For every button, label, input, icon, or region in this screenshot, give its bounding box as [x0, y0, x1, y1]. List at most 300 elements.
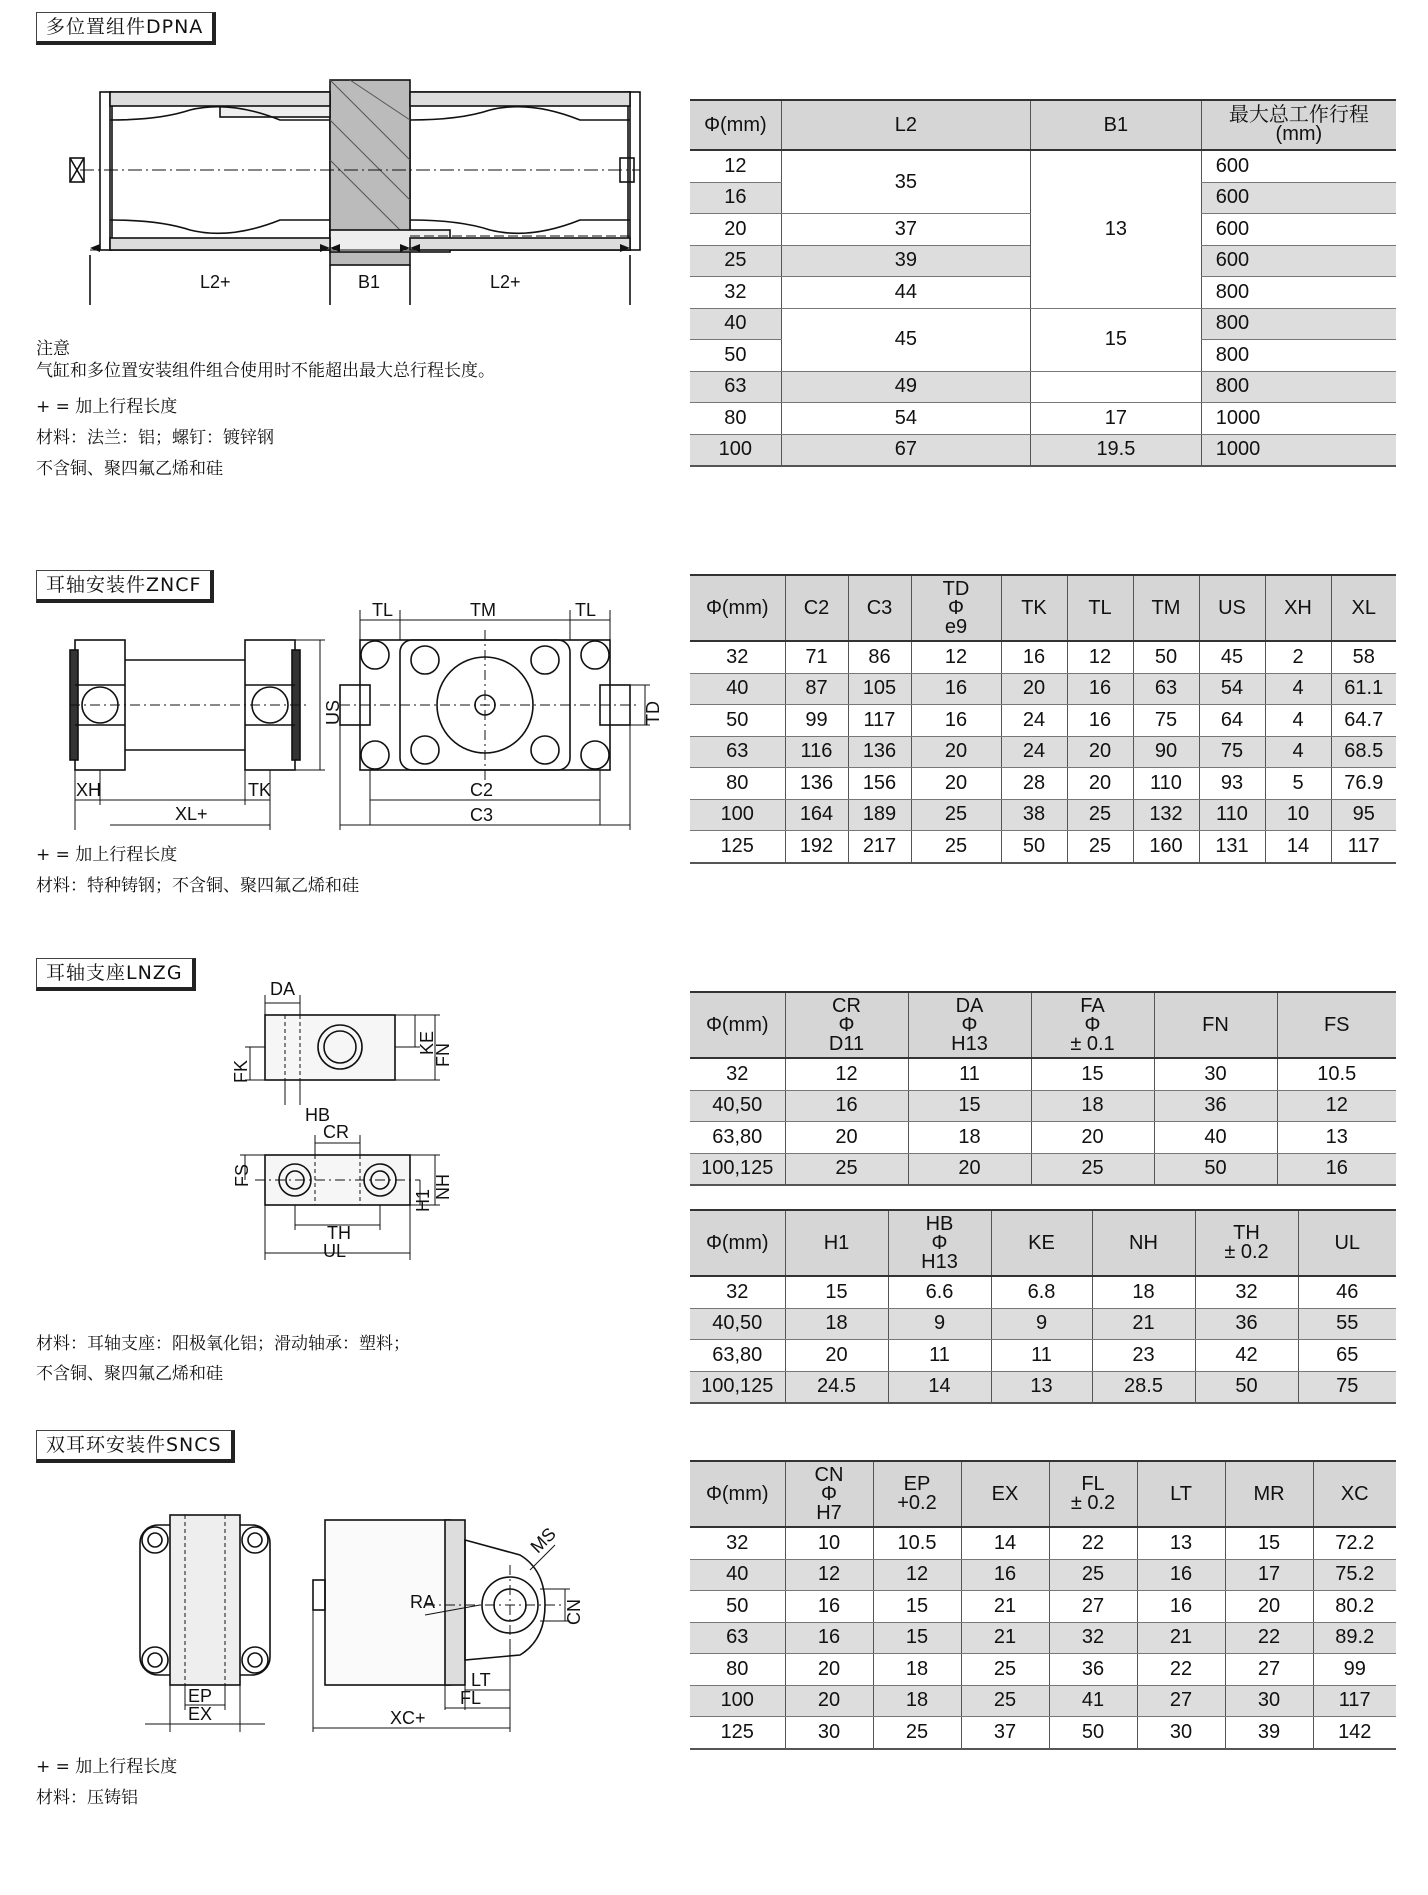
lnzg-dim-h1: H1 — [413, 1188, 433, 1212]
table-cell: 64 — [1199, 705, 1265, 737]
table-cell: 95 — [1331, 799, 1396, 831]
table-cell: 54 — [781, 403, 1030, 435]
table-cell: 18 — [873, 1654, 961, 1686]
table-cell: 16 — [690, 182, 781, 214]
table-cell: 1000 — [1201, 403, 1396, 435]
table-header: LT — [1137, 1461, 1225, 1527]
table-header-line: DA — [955, 994, 984, 1017]
table-cell: 50 — [1133, 641, 1199, 673]
table-header-line: EP — [903, 1473, 931, 1495]
table-cell: 9 — [991, 1308, 1092, 1340]
table-cell: 23 — [1092, 1340, 1195, 1372]
table-cell: 21 — [1092, 1308, 1195, 1340]
table-cell: 192 — [785, 831, 848, 863]
table-cell: 45 — [781, 308, 1030, 371]
table-cell: 99 — [785, 705, 848, 737]
table-header — [911, 575, 1001, 641]
table-cell: 100 — [690, 434, 781, 466]
table-header: KE — [991, 1210, 1092, 1276]
table-cell: 67 — [781, 434, 1030, 466]
table-row — [690, 705, 1396, 737]
table-cell: 25 — [961, 1654, 1049, 1686]
table-cell: 80 — [690, 403, 781, 435]
table-cell: 20 — [690, 214, 781, 246]
table-header-line: FA — [1080, 994, 1105, 1017]
table-cell: 12 — [785, 1559, 873, 1591]
table-cell: 100 — [690, 1685, 785, 1717]
table-cell: 9 — [888, 1308, 991, 1340]
table-cell: 21 — [1137, 1622, 1225, 1654]
table-header-line: CR — [832, 994, 861, 1017]
table-cell: 25 — [690, 245, 781, 277]
zncf-title: 耳轴安装件ZNCF — [36, 570, 214, 603]
table-cell: 110 — [1199, 799, 1265, 831]
lnzg-table-1 — [690, 991, 1396, 1186]
zncf-note-0: + = 加上行程长度 — [36, 845, 178, 865]
table-cell: 20 — [1067, 736, 1133, 768]
table-cell: 25 — [911, 831, 1001, 863]
table-cell: 4 — [1265, 673, 1331, 705]
sncs-dim-ra: RA — [410, 1592, 436, 1612]
table-row — [690, 1654, 1396, 1686]
table-cell: 20 — [785, 1340, 888, 1372]
table-header-line: H7 — [816, 1501, 842, 1524]
table-cell: 50 — [1001, 831, 1067, 863]
table-cell: 24 — [1001, 736, 1067, 768]
table-cell: 16 — [1067, 705, 1133, 737]
table-header-line: D11 — [828, 1032, 865, 1055]
table-cell: 800 — [1201, 277, 1396, 309]
table-cell: 16 — [785, 1090, 908, 1122]
table-cell: 28.5 — [1092, 1371, 1195, 1403]
table-cell: 100,125 — [690, 1153, 785, 1185]
table-cell: 131 — [1199, 831, 1265, 863]
table-cell: 18 — [1031, 1090, 1154, 1122]
table-cell: 24 — [1001, 705, 1067, 737]
table-cell: 40 — [690, 673, 785, 705]
sncs-dim-lt: LT — [471, 1670, 491, 1690]
dpna-header-b1: B1 — [1031, 100, 1202, 150]
table-cell: 25 — [911, 799, 1001, 831]
table-header: C3 — [848, 575, 911, 641]
zncf-table — [690, 574, 1396, 864]
table-cell: 63,80 — [690, 1122, 785, 1154]
table-cell: 12 — [911, 641, 1001, 673]
table-header-line: Φ — [948, 596, 964, 619]
lnzg-dim-nh: NH — [433, 1174, 453, 1200]
table-cell: 27 — [1137, 1685, 1225, 1717]
dpna-dim-l2a: L2+ — [200, 272, 231, 292]
table-cell: 18 — [1092, 1276, 1195, 1308]
table-header-line: TD — [942, 577, 970, 600]
table-cell: 55 — [1298, 1308, 1396, 1340]
table-cell: 14 — [888, 1371, 991, 1403]
table-cell: 32 — [1049, 1622, 1137, 1654]
table-cell: 25 — [1031, 1153, 1154, 1185]
table-header: TK — [1001, 575, 1067, 641]
table-cell: 15 — [1225, 1527, 1313, 1559]
table-row — [690, 831, 1396, 863]
table-cell: 30 — [1137, 1717, 1225, 1749]
table-cell: 30 — [785, 1717, 873, 1749]
table-cell: 25 — [1067, 799, 1133, 831]
table-row — [690, 1308, 1396, 1340]
table-header-line: Φ — [961, 1013, 978, 1036]
zncf-dim-xl: XL+ — [175, 804, 208, 824]
zncf-dim-td: TD — [643, 701, 663, 725]
table-cell: 800 — [1201, 308, 1396, 340]
table-cell: 5 — [1265, 768, 1331, 800]
table-cell: 2 — [1265, 641, 1331, 673]
table-cell: 12 — [873, 1559, 961, 1591]
table-cell: 86 — [848, 641, 911, 673]
table-cell: 75.2 — [1313, 1559, 1396, 1591]
table-cell: 18 — [908, 1122, 1031, 1154]
table-header-line: ± 0.2 — [1070, 1492, 1116, 1514]
table-cell: 117 — [1313, 1685, 1396, 1717]
table-header: Φ(mm) — [690, 992, 785, 1058]
table-cell: 32 — [690, 1527, 785, 1559]
table-header: XC — [1313, 1461, 1396, 1527]
sncs-dim-ex: EX — [188, 1704, 213, 1724]
table-cell: 20 — [785, 1685, 873, 1717]
table-cell: 10 — [785, 1527, 873, 1559]
table-cell: 20 — [911, 768, 1001, 800]
table-cell: 16 — [1067, 673, 1133, 705]
table-cell: 32 — [690, 1276, 785, 1308]
lnzg-table-2 — [690, 1209, 1396, 1404]
table-cell: 16 — [785, 1622, 873, 1654]
table-cell: 42 — [1195, 1340, 1298, 1372]
table-header-line: TH — [1233, 1222, 1260, 1244]
table-row — [690, 1276, 1396, 1308]
dpna-header-stroke: 最大总工作行程(mm) — [1201, 100, 1396, 150]
table-header — [1031, 992, 1154, 1058]
zncf-drawing — [70, 600, 663, 830]
table-cell: 110 — [1133, 768, 1199, 800]
zncf-dim-c3: C3 — [470, 805, 494, 825]
table-cell: 64.7 — [1331, 705, 1396, 737]
table-cell: 22 — [1137, 1654, 1225, 1686]
table-cell: 15 — [1031, 308, 1202, 371]
table-header-line: Φ — [821, 1482, 837, 1505]
table-header-line: H13 — [921, 1250, 958, 1273]
table-cell: 75 — [1199, 736, 1265, 768]
table-cell: 40,50 — [690, 1308, 785, 1340]
table-row — [690, 641, 1396, 673]
table-cell: 600 — [1201, 150, 1396, 182]
table-cell: 600 — [1201, 214, 1396, 246]
table-row — [690, 1591, 1396, 1623]
table-cell: 16 — [961, 1559, 1049, 1591]
table-cell: 68.5 — [1331, 736, 1396, 768]
table-cell: 11 — [888, 1340, 991, 1372]
table-cell: 15 — [873, 1591, 961, 1623]
table-cell: 25 — [873, 1717, 961, 1749]
table-cell: 11 — [908, 1058, 1031, 1090]
dpna-notes — [36, 338, 495, 485]
table-cell: 24.5 — [785, 1371, 888, 1403]
table-header — [873, 1461, 961, 1527]
table-cell: 20 — [785, 1122, 908, 1154]
table-cell: 40,50 — [690, 1090, 785, 1122]
table-cell: 36 — [1195, 1308, 1298, 1340]
table-cell: 54 — [1199, 673, 1265, 705]
table-cell: 28 — [1001, 768, 1067, 800]
table-cell: 116 — [785, 736, 848, 768]
table-cell: 46 — [1298, 1276, 1396, 1308]
table-cell: 125 — [690, 831, 785, 863]
table-cell: 105 — [848, 673, 911, 705]
table-cell: 136 — [785, 768, 848, 800]
table-cell: 75 — [1133, 705, 1199, 737]
lnzg-dim-ul: UL — [323, 1241, 347, 1261]
lnzg-note-1: 不含铜、聚四氟乙烯和硅 — [36, 1364, 223, 1384]
table-cell: 72.2 — [1313, 1527, 1396, 1559]
table-cell: 13 — [1137, 1527, 1225, 1559]
table-row — [690, 1090, 1396, 1122]
dpna-note-4: 不含铜、聚四氟乙烯和硅 — [36, 459, 223, 479]
table-header-line: FL — [1081, 1473, 1105, 1495]
dpna-header-l2: L2 — [781, 100, 1030, 150]
table-cell: 4 — [1265, 736, 1331, 768]
lnzg-dim-fn: FN — [433, 1043, 453, 1067]
sncs-dim-cn: CN — [564, 1599, 584, 1625]
table-header: Φ(mm) — [690, 1461, 785, 1527]
table-cell: 22 — [1049, 1527, 1137, 1559]
sncs-notes — [36, 1752, 177, 1814]
table-cell: 50 — [690, 340, 781, 372]
lnzg-drawing — [225, 975, 475, 1275]
table-cell: 93 — [1199, 768, 1265, 800]
table-cell: 63 — [690, 736, 785, 768]
table-cell: 30 — [1154, 1058, 1277, 1090]
table-cell: 25 — [1049, 1559, 1137, 1591]
table-cell: 10 — [1265, 799, 1331, 831]
table-cell: 89.2 — [1313, 1622, 1396, 1654]
zncf-dim-tl2: TL — [575, 600, 597, 620]
table-cell: 63 — [690, 1622, 785, 1654]
table-cell: 12 — [690, 150, 781, 182]
table-row — [690, 1340, 1396, 1372]
table-header: TM — [1133, 575, 1199, 641]
table-row — [690, 799, 1396, 831]
table-header: US — [1199, 575, 1265, 641]
table-cell: 50 — [690, 705, 785, 737]
table-header-line: ± 0.1 — [1070, 1032, 1115, 1055]
table-cell: 11 — [991, 1340, 1092, 1372]
dpna-note-0: 注意 — [36, 339, 70, 359]
sncs-dim-xc: XC+ — [390, 1708, 426, 1728]
table-cell: 25 — [1067, 831, 1133, 863]
table-cell: 20 — [908, 1153, 1031, 1185]
sncs-table — [690, 1460, 1396, 1750]
table-cell: 37 — [961, 1717, 1049, 1749]
table-cell: 39 — [781, 245, 1030, 277]
table-cell: 25 — [961, 1685, 1049, 1717]
table-header-line: +0.2 — [897, 1492, 937, 1514]
sncs-note-1: 材料：压铸铝 — [36, 1788, 138, 1808]
table-cell: 35 — [781, 150, 1030, 214]
table-header: MR — [1225, 1461, 1313, 1527]
sncs-dim-ms: MS — [526, 1523, 560, 1557]
table-cell: 800 — [1201, 371, 1396, 403]
table-header-line: ± 0.2 — [1224, 1241, 1269, 1263]
table-row — [690, 1058, 1396, 1090]
zncf-dim-tk: TK — [248, 780, 272, 800]
table-cell: 27 — [1225, 1654, 1313, 1686]
table-header — [785, 1461, 873, 1527]
table-cell: 65 — [1298, 1340, 1396, 1372]
table-cell: 1000 — [1201, 434, 1396, 466]
table-cell: 142 — [1313, 1717, 1396, 1749]
table-cell: 16 — [1137, 1559, 1225, 1591]
table-header-line: CN — [814, 1463, 844, 1486]
table-header: Φ(mm) — [690, 1210, 785, 1276]
table-cell: 44 — [781, 277, 1030, 309]
table-cell: 19.5 — [1031, 434, 1202, 466]
table-cell: 20 — [1031, 1122, 1154, 1154]
lnzg-notes — [36, 1332, 410, 1386]
table-cell: 117 — [1331, 831, 1396, 863]
table-cell: 32 — [690, 641, 785, 673]
table-cell: 600 — [1201, 182, 1396, 214]
table-cell: 132 — [1133, 799, 1199, 831]
dpna-title: 多位置组件DPNA — [36, 12, 216, 45]
zncf-dim-c2: C2 — [470, 780, 494, 800]
zncf-dim-xh: XH — [76, 780, 102, 800]
table-cell: 38 — [1001, 799, 1067, 831]
lnzg-dim-cr: CR — [323, 1122, 349, 1142]
table-cell: 21 — [961, 1622, 1049, 1654]
lnzg-note-0: 材料：耳轴支座：阳极氧化铝；滑动轴承：塑料； — [36, 1334, 410, 1354]
table-cell: 45 — [1199, 641, 1265, 673]
table-cell: 40 — [690, 1559, 785, 1591]
table-row — [690, 673, 1396, 705]
table-cell: 32 — [1195, 1276, 1298, 1308]
table-cell: 16 — [1137, 1591, 1225, 1623]
table-cell: 50 — [690, 1591, 785, 1623]
table-cell: 16 — [1277, 1153, 1396, 1185]
table-cell: 16 — [785, 1591, 873, 1623]
table-row — [690, 1685, 1396, 1717]
table-cell: 20 — [911, 736, 1001, 768]
zncf-dim-tm: TM — [470, 600, 496, 620]
table-header: NH — [1092, 1210, 1195, 1276]
table-cell: 15 — [1031, 1058, 1154, 1090]
table-cell: 10.5 — [1277, 1058, 1396, 1090]
table-header-line: HB — [925, 1212, 954, 1235]
dpna-header-d: Φ(mm) — [690, 100, 781, 150]
table-cell: 20 — [1001, 673, 1067, 705]
table-cell: 40 — [690, 308, 781, 340]
table-cell: 20 — [785, 1654, 873, 1686]
table-cell: 20 — [1067, 768, 1133, 800]
sncs-note-0: + = 加上行程长度 — [36, 1757, 178, 1777]
table-cell: 18 — [785, 1308, 888, 1340]
table-cell: 61.1 — [1331, 673, 1396, 705]
table-cell: 36 — [1154, 1090, 1277, 1122]
table-cell: 4 — [1265, 705, 1331, 737]
table-cell: 16 — [911, 705, 1001, 737]
sncs-dim-fl: FL — [460, 1688, 482, 1708]
table-cell: 16 — [1001, 641, 1067, 673]
table-cell: 63 — [1133, 673, 1199, 705]
table-cell: 100,125 — [690, 1371, 785, 1403]
table-cell: 164 — [785, 799, 848, 831]
table-cell: 58 — [1331, 641, 1396, 673]
lnzg-dim-th: TH — [327, 1223, 351, 1243]
table-cell: 14 — [1265, 831, 1331, 863]
table-row — [690, 1122, 1396, 1154]
table-row — [690, 1527, 1396, 1559]
table-header: Φ(mm) — [690, 575, 785, 641]
table-header: H1 — [785, 1210, 888, 1276]
table-cell: 21 — [961, 1591, 1049, 1623]
table-cell: 80 — [690, 1654, 785, 1686]
dpna-dim-l2b: L2+ — [490, 272, 521, 292]
table-cell: 15 — [908, 1090, 1031, 1122]
table-cell: 80 — [690, 768, 785, 800]
table-cell: 17 — [1225, 1559, 1313, 1591]
table-header: UL — [1298, 1210, 1396, 1276]
table-header: C2 — [785, 575, 848, 641]
table-cell: 160 — [1133, 831, 1199, 863]
table-cell: 13 — [991, 1371, 1092, 1403]
dpna-dim-b1: B1 — [358, 272, 381, 292]
table-cell: 13 — [1031, 150, 1202, 308]
table-cell: 18 — [873, 1685, 961, 1717]
table-header — [1049, 1461, 1137, 1527]
table-cell: 125 — [690, 1717, 785, 1749]
table-row — [690, 736, 1396, 768]
table-cell: 40 — [1154, 1122, 1277, 1154]
dpna-note-2: + = 加上行程长度 — [36, 397, 178, 417]
table-cell: 10.5 — [873, 1527, 961, 1559]
lnzg-dim-fk: FK — [231, 1059, 251, 1083]
dpna-drawing — [80, 80, 640, 305]
table-cell: 16 — [911, 673, 1001, 705]
table-header-line: e9 — [944, 615, 968, 638]
lnzg-dim-hb: HB — [305, 1105, 331, 1125]
table-cell: 50 — [1154, 1153, 1277, 1185]
zncf-notes — [36, 840, 359, 902]
table-header: XH — [1265, 575, 1331, 641]
dpna-table — [690, 99, 1396, 467]
table-header-line: Φ — [1084, 1013, 1101, 1036]
table-cell: 39 — [1225, 1717, 1313, 1749]
table-header: FN — [1154, 992, 1277, 1058]
lnzg-dim-da: DA — [270, 979, 296, 999]
table-header: TL — [1067, 575, 1133, 641]
zncf-note-1: 材料：特种铸钢；不含铜、聚四氟乙烯和硅 — [36, 876, 359, 896]
table-cell: 80.2 — [1313, 1591, 1396, 1623]
sncs-drawing — [125, 1510, 585, 1730]
table-row — [690, 768, 1396, 800]
table-cell: 800 — [1201, 340, 1396, 372]
table-cell: 63 — [690, 371, 781, 403]
sncs-title: 双耳环安装件SNCS — [36, 1430, 235, 1463]
table-cell: 30 — [1225, 1685, 1313, 1717]
table-cell: 71 — [785, 641, 848, 673]
table-cell: 49 — [781, 371, 1030, 403]
table-row — [690, 1717, 1396, 1749]
table-cell: 90 — [1133, 736, 1199, 768]
table-cell: 15 — [785, 1276, 888, 1308]
table-header: FS — [1277, 992, 1396, 1058]
table-row — [690, 1622, 1396, 1654]
table-row — [690, 1371, 1396, 1403]
